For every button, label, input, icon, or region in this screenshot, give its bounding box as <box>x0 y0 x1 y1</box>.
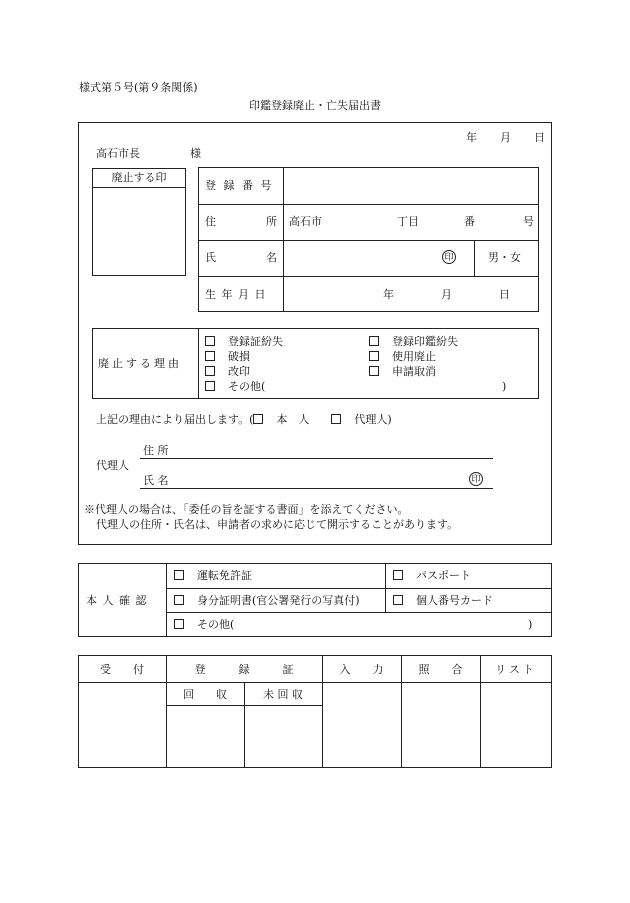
checkbox-icon <box>205 336 215 346</box>
checkbox-icon <box>174 619 184 629</box>
name-field[interactable] <box>284 241 434 275</box>
abolished-seal-box[interactable] <box>92 168 186 276</box>
birth-label: 生 年 月 日 <box>205 288 267 301</box>
identity-label: 本 人 確 認 <box>86 594 148 607</box>
recipient: 高石市長 <box>96 147 140 160</box>
checkbox-icon <box>393 595 403 605</box>
date-month: 月 <box>500 131 511 144</box>
office-sub-collected: 回 収 <box>183 688 227 701</box>
checkbox-icon <box>174 570 184 580</box>
note-1: ※代理人の場合は、「委任の旨を証する書面」を添えてください。 <box>84 503 409 516</box>
checkbox-icon <box>369 351 379 361</box>
birth-year: 年 <box>383 288 394 301</box>
reason-option-lost-seal[interactable]: 登録印鑑紛失 <box>369 336 458 347</box>
reg-no-label: 登 録 番 号 <box>205 179 274 192</box>
office-header-input: 入 力 <box>339 663 384 676</box>
agent-address-line[interactable] <box>140 458 493 459</box>
reason-option-damaged[interactable]: 破損 <box>205 351 250 362</box>
agent-checkbox-icon[interactable] <box>331 414 341 424</box>
reg-no-field[interactable] <box>284 168 538 204</box>
agent-address-label: 住 所 <box>143 444 169 457</box>
form-title: 印鑑登録廃止・亡失届出書 <box>249 99 381 112</box>
checkbox-icon <box>205 366 215 376</box>
declaration: 上記の理由により届出します。( 本 人 代理人) <box>96 413 392 426</box>
recipient-suffix: 様 <box>190 147 201 160</box>
id-option-my-number[interactable]: 個人番号カード <box>393 595 493 606</box>
date-year: 年 <box>466 131 477 144</box>
date-day: 日 <box>534 131 545 144</box>
office-header-verify: 照 合 <box>418 663 463 676</box>
id-option-other[interactable]: その他( <box>174 619 234 630</box>
checkbox-icon <box>205 351 215 361</box>
reason-option-lost-card[interactable]: 登録証紛失 <box>205 336 283 347</box>
address-ban: 番 <box>464 215 475 228</box>
checkbox-icon <box>369 366 379 376</box>
seal-mark-icon: 印 <box>442 250 456 264</box>
address-city: 高石市 <box>289 215 322 228</box>
self-checkbox-icon[interactable] <box>253 414 263 424</box>
birth-month: 月 <box>441 288 452 301</box>
address-label-2: 所 <box>266 215 277 228</box>
address-label-1: 住 <box>205 215 216 228</box>
checkbox-icon <box>393 570 403 580</box>
id-option-drivers-license[interactable]: 運転免許証 <box>174 570 252 581</box>
reason-option-seal-change[interactable]: 改印 <box>205 366 250 377</box>
reason-option-discontinued[interactable]: 使用廃止 <box>369 351 436 362</box>
office-header-registration-card: 登 録 証 <box>194 663 294 676</box>
abolished-seal-label: 廃止する印 <box>111 171 167 184</box>
sex-choice[interactable]: 男・女 <box>488 251 521 264</box>
office-sub-not-collected: 未 回 収 <box>263 688 303 701</box>
name-label-2: 名 <box>266 251 277 264</box>
checkbox-icon <box>369 336 379 346</box>
reason-option-cancel[interactable]: 申請取消 <box>369 366 436 377</box>
name-label-1: 氏 <box>205 251 216 264</box>
birth-day: 日 <box>499 288 510 301</box>
id-other-close: ) <box>528 618 533 631</box>
office-header-reception: 受 付 <box>100 663 144 676</box>
agent-seal-mark-icon: 印 <box>469 472 483 486</box>
reason-label: 廃止する理由 <box>98 357 182 370</box>
checkbox-icon <box>205 381 215 391</box>
address-go: 号 <box>523 215 534 228</box>
note-2: 代理人の住所・氏名は、申請者の求めに応じて開示することがあります。 <box>96 518 459 531</box>
id-option-passport[interactable]: パスポート <box>393 570 471 581</box>
agent-name-label: 氏 名 <box>143 474 169 487</box>
checkbox-icon <box>174 595 184 605</box>
reason-option-other[interactable]: その他( <box>205 381 265 392</box>
agent-label: 代理人 <box>96 459 129 472</box>
agent-name-line[interactable] <box>140 488 493 489</box>
id-option-id-card[interactable]: 身分証明書(官公署発行の写真付) <box>174 595 360 606</box>
address-chome: 丁目 <box>397 215 419 228</box>
office-header-list: リスト <box>495 663 537 676</box>
reason-other-close: ) <box>502 380 507 393</box>
form-number: 様式第５号(第９条関係) <box>79 81 198 94</box>
